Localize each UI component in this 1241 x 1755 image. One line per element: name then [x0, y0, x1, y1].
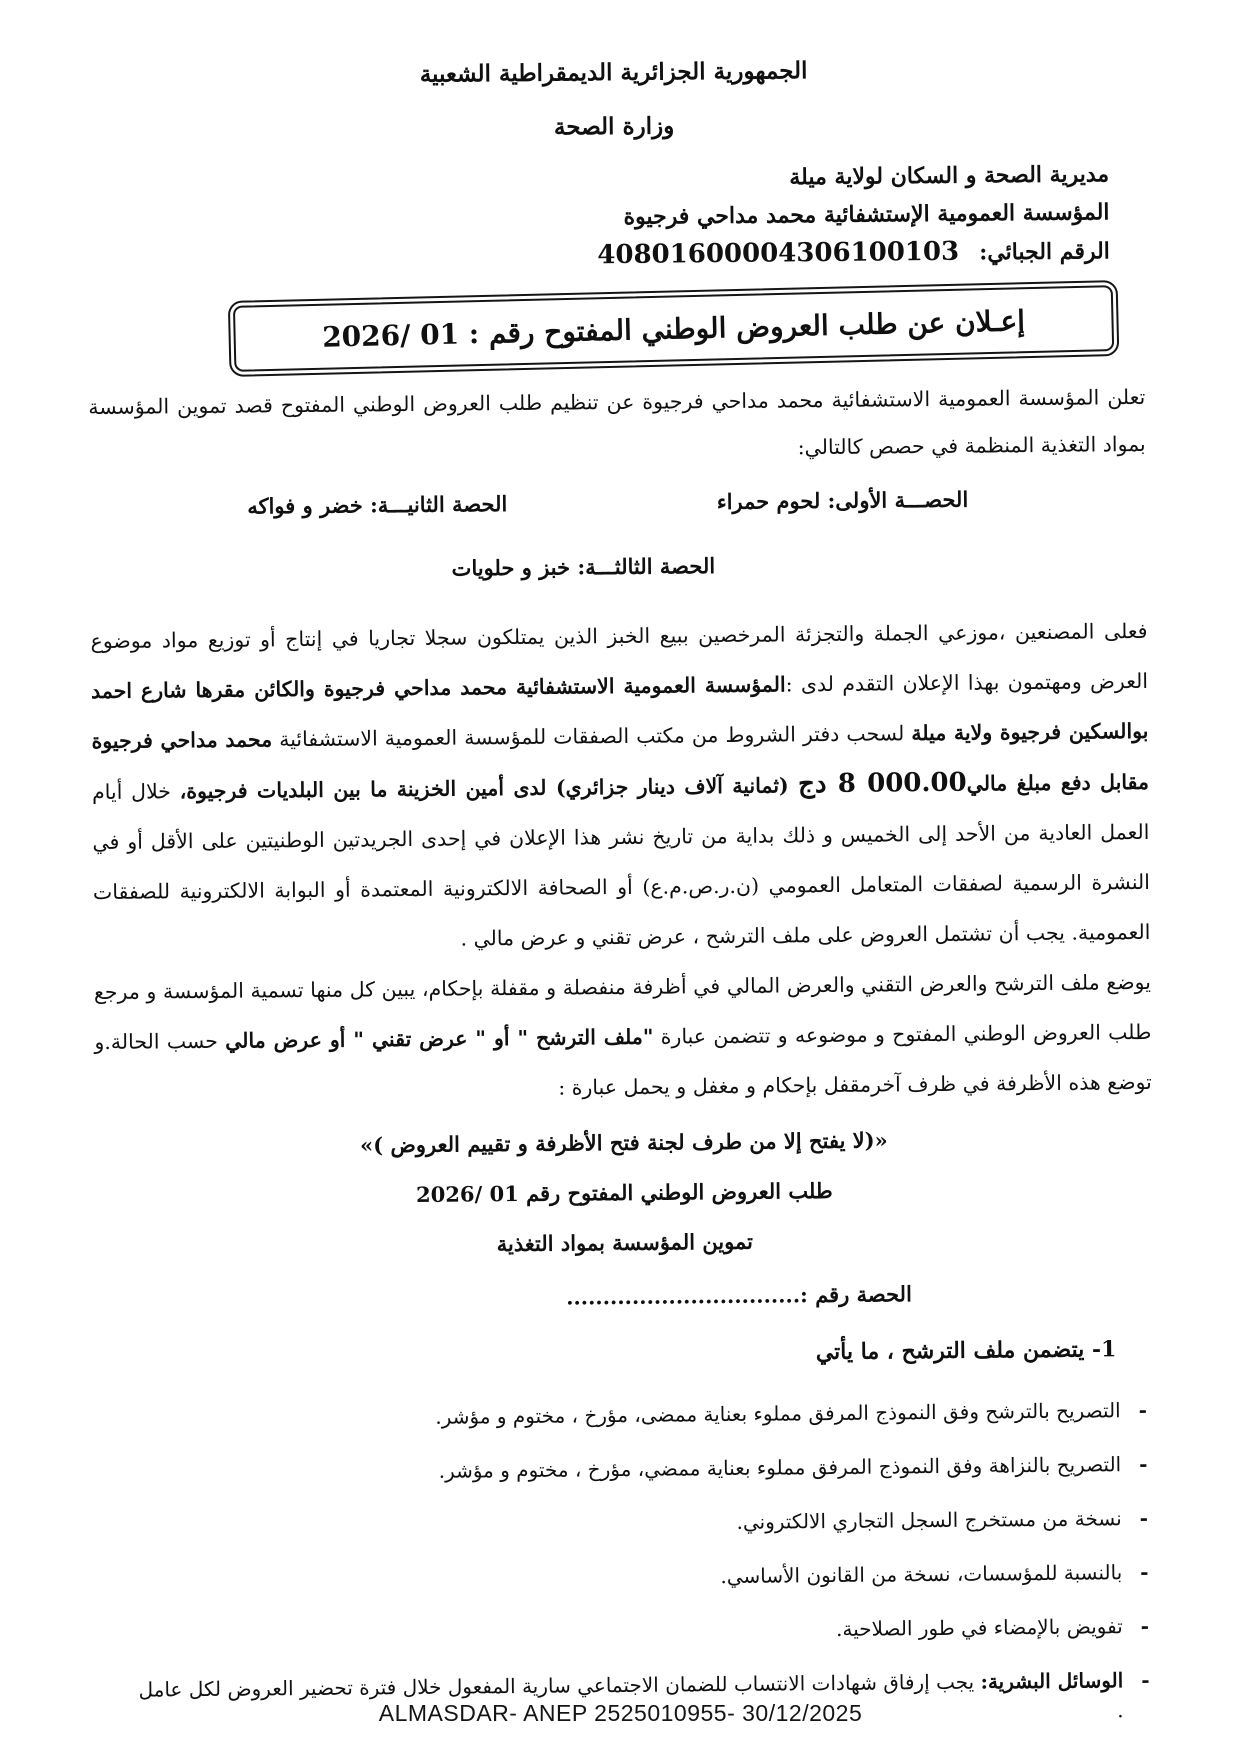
human-resources-text: يجب إرفاق شهادات الانتساب للضمان الاجتماعي سارية المفعول خلال فترة تحضير العروض لكل عامل . [138, 1669, 1124, 1723]
directorate-line: مديرية الصحة و السكان لولاية ميلة [789, 161, 1110, 191]
dash-marker: - [1139, 1505, 1149, 1531]
requirement-item [126, 1449, 1147, 1489]
dash-marker: - [1138, 1397, 1148, 1423]
ministry-title: وزارة الصحة [553, 112, 675, 141]
envelope-warning: «(لا يفتح إلا من طرف لجنة فتح الأظرفة و تقييم العروض )» [359, 1127, 888, 1158]
dash-marker: - [1140, 1559, 1149, 1585]
body-paragraph-1 [90, 606, 1150, 967]
body-p1-payment: محمد مداحي فرجيوة مقابل دفع مبلغ مالي [91, 727, 1150, 796]
body-p1-text: فعلى المصنعين ،موزعي الجملة والتجزئة المرخصين ببيع الخبز الذين يمتلكون سجلا تجاريا في إنتاج أو توزيع مواد موضوع العرض ومهتمون بهذا الإعلان التقدم لدى : [90, 618, 1149, 697]
lot-3: الحصة الثالثـــة: خبز و حلويات [451, 553, 716, 581]
tax-id-number: 40801600004306100103 [597, 236, 960, 271]
body-p1-text3: خلال أيام العمل العادية من الأحد إلى الخميس و ذلك بداية من تاريخ نشر هذا الإعلان في إحدى الجريدتين الوطنيتين على الأقل أو في النشرة الرسمية لصفقات المتعامل العمومي (ن.ر.ص.م.ع) أو الصحافة الالكترونية المعتمدة أو البوابة الالكترونية للصفقات العمومية. يجب أن تشتمل العروض على ملف الترشح ، عرض تقني و عرض مالي . [91, 779, 1151, 951]
lot-1: الحصـــة الأولى: لحوم حمراء [716, 486, 969, 515]
human-resources-label: الوسائل البشرية: [980, 1668, 1124, 1694]
requirement-item [127, 1503, 1148, 1543]
body-p1-text2: لسحب دفتر الشروط من مكتب الصفقات للمؤسسة العمومية الاستشفائية [272, 721, 912, 752]
envelope-block [3, 1112, 1241, 1274]
tender-reference: طلب العروض الوطني المفتوح رقم 01 /2026 [415, 1177, 833, 1207]
requirements-list [126, 1395, 1150, 1735]
notice-title: إعـلان عن طلب العروض الوطني المفتوح رقم : 01 /2026 [321, 303, 1026, 354]
lots-row [0, 475, 1238, 531]
footer-credit: ALMASDAR- ANEP 2525010955- 30/12/2025 [378, 1700, 863, 1726]
body-paragraph-2 [94, 957, 1152, 1117]
body-p1-institution: المؤسسة العمومية الاستشفائية محمد مداحي فرجيوة والكائن مقرها شارع احمد بوالسكين فرجيوة ولاية ميلة [90, 672, 1149, 746]
fee-amount: 8 000.00 دج [797, 767, 967, 800]
intro-paragraph: تعلن المؤسسة العمومية الاستشفائية محمد مداحي فرجيوة عن تنظيم طلب العروض الوطني المفتوح قصد تموين المؤسسة بمواد التغذية المنظمة في حصص كالتالي: [88, 384, 1146, 460]
dash-marker: - [1140, 1613, 1150, 1639]
requirement-item [126, 1395, 1147, 1435]
requirement-text: تفويض بالإمضاء في طور الصلاحية. [835, 1614, 1123, 1641]
republic-title: الجمهورية الجزائرية الديمقراطية الشعبية [419, 57, 808, 88]
requirement-item [128, 1611, 1149, 1651]
tender-subject: تموين المؤسسة بمواد التغذية [496, 1228, 754, 1257]
body-p2-text2: حسب الحالة.و توضع هذه الأظرفة في ظرف آخرمقفل بإحكام و مغفل و يحمل عبارة : [94, 1028, 1152, 1100]
dash-marker: - [1139, 1451, 1148, 1477]
fee-amount-words: (ثمانية آلاف دينار جزائري) لدى أمين الخزينة ما بين البلديات فرجيوة، [179, 773, 799, 804]
requirement-text: التصريح بالترشح وفق النموذج المرفق مملوء بعناية ممضى، مؤرخ ، مختوم و مؤشر. [435, 1398, 1121, 1429]
body-p2-text: يوضع ملف الترشح والعرض التقني والعرض المالي في أظرفة منفصلة و مقفلة بإحكام، يبين كل منها تسمية المؤسسة و مرجع طلب العروض الوطني المفتوح و موضوعه و تتضمن عبارة [93, 969, 1152, 1049]
tax-id-label: الرقم الجبائي: [979, 238, 1110, 266]
dash-marker: - [1141, 1667, 1150, 1693]
lot-number-line: الحصة رقم :................................ [565, 1281, 912, 1310]
body-p2-envelope-labels: "ملف الترشح " أو " عرض تقني " أو عرض مالي [225, 1024, 654, 1053]
lot-2: الحصة الثانيـــة: خضر و فواكه [247, 491, 508, 519]
requirement-text: التصريح بالنزاهة وفق النموذج المرفق مملوء بعناية ممضي، مؤرخ ، مختوم و مؤشر. [438, 1452, 1122, 1483]
requirement-text: بالنسبة للمؤسسات، نسخة من القانون الأساسي. [720, 1560, 1123, 1589]
requirement-text: نسخة من مستخرج السجل التجاري الالكتروني. [736, 1506, 1122, 1534]
header-right [0, 154, 1236, 281]
establishment-line: المؤسسة العمومية الإستشفائية محمد مداحي فرجيوة [623, 199, 1110, 230]
notice-box [228, 280, 1120, 377]
requirement-item [127, 1557, 1148, 1597]
header-center [0, 40, 1235, 160]
requirements-heading: 1- يتضمن ملف الترشح ، ما يأتي [815, 1336, 1117, 1366]
